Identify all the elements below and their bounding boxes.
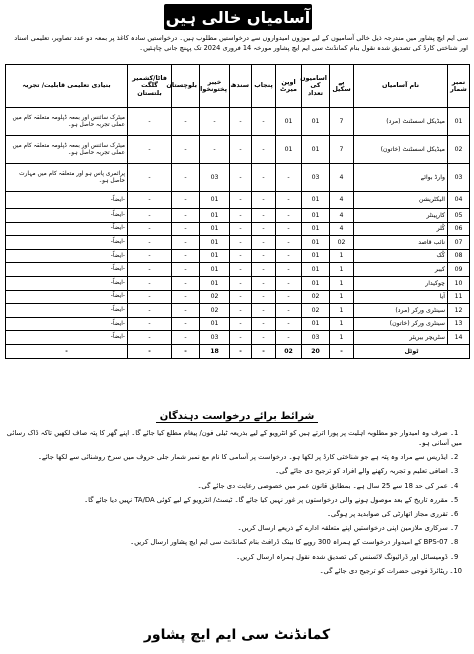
cell-post-name: الیکٹریشن bbox=[354, 192, 448, 209]
vacancies-banner: آسامیاں خالی ہیں bbox=[164, 4, 312, 30]
cell-serial: 13 bbox=[448, 317, 470, 331]
cell-kp: 02 bbox=[200, 290, 230, 304]
total-fata: - bbox=[128, 344, 172, 358]
cell-post-count: 01 bbox=[302, 222, 330, 236]
cell-post-count: 01 bbox=[302, 236, 330, 250]
table-row bbox=[6, 164, 470, 192]
cell-punjab: - bbox=[252, 108, 276, 136]
table-row bbox=[6, 331, 470, 345]
cell-punjab: - bbox=[252, 236, 276, 250]
cell-pay-scale: 02 bbox=[330, 236, 354, 250]
vacancies-table bbox=[5, 64, 470, 359]
total-scale: - bbox=[330, 344, 354, 358]
cell-post-count: 01 bbox=[302, 263, 330, 277]
cell-open-merit: - bbox=[276, 249, 302, 263]
cell-sindh: - bbox=[230, 317, 252, 331]
cell-open-merit: - bbox=[276, 236, 302, 250]
cell-serial: 08 bbox=[448, 249, 470, 263]
cell-punjab: - bbox=[252, 136, 276, 164]
cell-balochistan: - bbox=[172, 236, 200, 250]
condition-item bbox=[6, 509, 462, 519]
cell-qualification: -ایضاً- bbox=[6, 263, 128, 277]
cell-serial: 05 bbox=[448, 209, 470, 223]
conditions-title: شرائط برائے درخواست دہندگان bbox=[0, 411, 474, 422]
table-row bbox=[6, 263, 470, 277]
cell-pay-scale: 4 bbox=[330, 222, 354, 236]
cell-post-count: 01 bbox=[302, 108, 330, 136]
cell-balochistan: - bbox=[172, 136, 200, 164]
cell-balochistan: - bbox=[172, 108, 200, 136]
total-sindh: - bbox=[230, 344, 252, 358]
cell-sindh: - bbox=[230, 222, 252, 236]
cell-kp: 01 bbox=[200, 317, 230, 331]
table-row bbox=[6, 209, 470, 223]
cell-pay-scale: 1 bbox=[330, 317, 354, 331]
cell-qualification: -ایضاً- bbox=[6, 192, 128, 209]
cell-fata-kashmir: - bbox=[128, 304, 172, 318]
cell-balochistan: - bbox=[172, 209, 200, 223]
cell-balochistan: - bbox=[172, 192, 200, 209]
header-kp: خیبر پختونخوا bbox=[200, 65, 230, 108]
cell-balochistan: - bbox=[172, 276, 200, 290]
cell-fata-kashmir: - bbox=[128, 222, 172, 236]
cell-open-merit: - bbox=[276, 263, 302, 277]
header-serial: نمبر شمار bbox=[448, 65, 470, 108]
cell-punjab: - bbox=[252, 192, 276, 209]
total-bal: - bbox=[172, 344, 200, 358]
table-row bbox=[6, 222, 470, 236]
cell-sindh: - bbox=[230, 331, 252, 345]
cell-serial: 04 bbox=[448, 192, 470, 209]
cell-post-name: سینٹری ورکر (خاتون) bbox=[354, 317, 448, 331]
table-row bbox=[6, 136, 470, 164]
cell-post-name: کُلر bbox=[354, 222, 448, 236]
cell-balochistan: - bbox=[172, 317, 200, 331]
cell-punjab: - bbox=[252, 222, 276, 236]
cell-post-count: 01 bbox=[302, 249, 330, 263]
table-row bbox=[6, 290, 470, 304]
cell-open-merit: - bbox=[276, 317, 302, 331]
cell-sindh: - bbox=[230, 236, 252, 250]
cell-pay-scale: 7 bbox=[330, 136, 354, 164]
condition-number: 3۔ bbox=[450, 467, 459, 476]
conditions-list bbox=[6, 428, 462, 580]
cell-kp: 01 bbox=[200, 263, 230, 277]
commandant-signature: کمانڈنٹ سی ایم ایچ پشاور bbox=[143, 627, 331, 643]
cell-pay-scale: 4 bbox=[330, 192, 354, 209]
cell-fata-kashmir: - bbox=[128, 236, 172, 250]
cell-serial: 01 bbox=[448, 108, 470, 136]
table-row bbox=[6, 276, 470, 290]
cell-fata-kashmir: - bbox=[128, 192, 172, 209]
cell-pay-scale: 1 bbox=[330, 290, 354, 304]
cell-kp: - bbox=[200, 108, 230, 136]
total-punjab: - bbox=[252, 344, 276, 358]
condition-number: 8۔ bbox=[450, 538, 459, 547]
cell-post-name: نائب قاصد bbox=[354, 236, 448, 250]
cell-fata-kashmir: - bbox=[128, 164, 172, 192]
table-row bbox=[6, 192, 470, 209]
cell-kp: 01 bbox=[200, 222, 230, 236]
header-fata-kashmir: فاٹا/کشمیر گلگت بلتستان bbox=[128, 65, 172, 108]
cell-qualification: -ایضاً- bbox=[6, 317, 128, 331]
cell-fata-kashmir: - bbox=[128, 209, 172, 223]
table-total-row bbox=[6, 344, 470, 358]
cell-pay-scale: 1 bbox=[330, 249, 354, 263]
cell-kp: 03 bbox=[200, 331, 230, 345]
cell-balochistan: - bbox=[172, 164, 200, 192]
intro-paragraph: سی ایم ایچ پشاور میں مندرجہ ذیل خالی آسامیوں کے لیے موزوں امیدواروں سے درخواستیں مطلوب ہیں۔ درخواستیں سادہ کاغذ پر بمعہ دو عدد تصاویر، تعلیمی اسناد اور شناختی کارڈ کی تصدیق شدہ نقول بنام کمانڈنٹ سی ایم ایچ پشاور مورخہ 14 فروری 2024 تک پہنچ جانی چاہئیں۔ bbox=[14, 34, 468, 52]
cell-fata-kashmir: - bbox=[128, 276, 172, 290]
header-pay-scale: پے سکیل bbox=[330, 65, 354, 108]
cell-pay-scale: 1 bbox=[330, 263, 354, 277]
cell-post-count: 02 bbox=[302, 290, 330, 304]
cell-open-merit: - bbox=[276, 192, 302, 209]
cell-post-count: 01 bbox=[302, 136, 330, 164]
cell-kp: - bbox=[200, 136, 230, 164]
cell-sindh: - bbox=[230, 249, 252, 263]
condition-text: عمر کی حد 18 سے 25 سال ہے۔ بمطابق قانون عمر میں خصوصی رعایت دی جائے گی۔ bbox=[197, 481, 448, 490]
cell-fata-kashmir: - bbox=[128, 331, 172, 345]
total-label: ٹوٹل bbox=[354, 344, 470, 358]
cell-open-merit: 01 bbox=[276, 108, 302, 136]
cell-post-count: 01 bbox=[302, 209, 330, 223]
condition-item bbox=[6, 481, 462, 491]
cell-punjab: - bbox=[252, 331, 276, 345]
condition-item bbox=[6, 552, 462, 562]
cell-punjab: - bbox=[252, 276, 276, 290]
cell-qualification: -ایضاً- bbox=[6, 290, 128, 304]
cell-balochistan: - bbox=[172, 249, 200, 263]
cell-post-name: چوکیدار bbox=[354, 276, 448, 290]
cell-post-count: 01 bbox=[302, 317, 330, 331]
condition-number: 4۔ bbox=[450, 481, 459, 490]
condition-number: 1۔ bbox=[450, 429, 459, 437]
cell-pay-scale: 4 bbox=[330, 209, 354, 223]
cell-balochistan: - bbox=[172, 331, 200, 345]
header-sindh: سندھ bbox=[230, 65, 252, 108]
cell-kp: 02 bbox=[200, 304, 230, 318]
header-open-merit: اوپن میرٹ bbox=[276, 65, 302, 108]
cell-sindh: - bbox=[230, 304, 252, 318]
cell-qualification: -ایضاً- bbox=[6, 222, 128, 236]
cell-serial: 11 bbox=[448, 290, 470, 304]
cell-qualification: میٹرک سائنس اور بمعہ ڈپلومہ متعلقہ کام میں عملی تجربہ حاصل ہو۔ bbox=[6, 108, 128, 136]
cell-pay-scale: 1 bbox=[330, 331, 354, 345]
cell-kp: 01 bbox=[200, 236, 230, 250]
condition-number: 2۔ bbox=[450, 453, 459, 462]
condition-number: 6۔ bbox=[450, 509, 459, 518]
cell-punjab: - bbox=[252, 263, 276, 277]
total-open: 02 bbox=[276, 344, 302, 358]
cell-post-name: سینٹری ورکر (مرد) bbox=[354, 304, 448, 318]
cell-punjab: - bbox=[252, 209, 276, 223]
table-row bbox=[6, 304, 470, 318]
condition-text: مقررہ تاریخ کے بعد موصول ہونے والی درخواستوں پر غور نہیں کیا جائے گا۔ ٹیسٹ/ انٹرویو کے لیے کوئی TA/DA نہیں دیا جائے گا۔ bbox=[84, 495, 448, 504]
cell-open-merit: - bbox=[276, 164, 302, 192]
condition-number: 10۔ bbox=[449, 566, 462, 575]
cell-post-count: 03 bbox=[302, 164, 330, 192]
cell-qualification: -ایضاً- bbox=[6, 331, 128, 345]
cell-fata-kashmir: - bbox=[128, 249, 172, 263]
condition-item bbox=[6, 566, 462, 576]
condition-number: 7۔ bbox=[450, 524, 459, 533]
table-row bbox=[6, 249, 470, 263]
cell-serial: 07 bbox=[448, 236, 470, 250]
cell-open-merit: - bbox=[276, 276, 302, 290]
cell-serial: 09 bbox=[448, 263, 470, 277]
header-balochistan: بلوچستان bbox=[172, 65, 200, 108]
cell-fata-kashmir: - bbox=[128, 136, 172, 164]
condition-number: 9۔ bbox=[450, 552, 459, 561]
cell-punjab: - bbox=[252, 290, 276, 304]
cell-open-merit: - bbox=[276, 331, 302, 345]
cell-pay-scale: 1 bbox=[330, 276, 354, 290]
cell-serial: 14 bbox=[448, 331, 470, 345]
cell-qualification: میٹرک سائنس اور بمعہ ڈپلومہ متعلقہ کام میں عملی تجربہ حاصل ہو۔ bbox=[6, 136, 128, 164]
cell-balochistan: - bbox=[172, 304, 200, 318]
total-count: 20 bbox=[302, 344, 330, 358]
cell-fata-kashmir: - bbox=[128, 317, 172, 331]
condition-text: تقرری مجاز اتھارٹی کی صوابدید پر ہوگی۔ bbox=[326, 509, 448, 518]
cell-fata-kashmir: - bbox=[128, 263, 172, 277]
condition-item bbox=[6, 523, 462, 533]
condition-text: ایڈریس سے مراد وہ پتہ ہے جو شناختی کارڈ پر لکھا ہو۔ درخواست پر آسامی کا نام مع نمبر شمار جلی حروف میں سرخ روشنائی سے لکھا جائے۔ bbox=[37, 453, 448, 462]
condition-text: ریٹائرڈ فوجی حضرات کو ترجیح دی جائے گی۔ bbox=[319, 566, 448, 575]
cell-open-merit: - bbox=[276, 290, 302, 304]
cell-post-name: کیبر bbox=[354, 263, 448, 277]
cell-fata-kashmir: - bbox=[128, 290, 172, 304]
total-qual: - bbox=[6, 344, 128, 358]
cell-open-merit: - bbox=[276, 209, 302, 223]
condition-text: BPS-07 کے امیدوار درخواست کے ہمراہ 300 روپے کا بینک ڈرافٹ بنام کمانڈنٹ سی ایم ایچ پشاور ارسال کریں۔ bbox=[130, 538, 448, 547]
condition-text: سرکاری ملازمین اپنی درخواستیں اپنے متعلقہ ادارے کے ذریعے ارسال کریں۔ bbox=[237, 524, 448, 533]
cell-serial: 03 bbox=[448, 164, 470, 192]
table-header-row bbox=[6, 65, 470, 108]
condition-item bbox=[6, 466, 462, 476]
cell-open-merit: - bbox=[276, 304, 302, 318]
table-row bbox=[6, 108, 470, 136]
cell-qualification: -ایضاً- bbox=[6, 276, 128, 290]
cell-punjab: - bbox=[252, 249, 276, 263]
cell-post-name: میڈیکل اسسٹنٹ (خاتون) bbox=[354, 136, 448, 164]
cell-kp: 01 bbox=[200, 249, 230, 263]
condition-number: 5۔ bbox=[450, 495, 459, 504]
cell-post-name: وارڈ بوائے bbox=[354, 164, 448, 192]
table-row bbox=[6, 317, 470, 331]
cell-serial: 10 bbox=[448, 276, 470, 290]
header-post-count: اسامیوں کی تعداد bbox=[302, 65, 330, 108]
header-post-name: نام آسامیاں bbox=[354, 65, 448, 108]
table-row bbox=[6, 236, 470, 250]
condition-item bbox=[6, 495, 462, 505]
cell-balochistan: - bbox=[172, 222, 200, 236]
cell-serial: 12 bbox=[448, 304, 470, 318]
cell-sindh: - bbox=[230, 164, 252, 192]
cell-balochistan: - bbox=[172, 290, 200, 304]
condition-text: صرف وہ امیدوار جو مطلوبہ اہلیت پر پورا اترتے ہیں کو انٹرویو کے لیے بذریعہ ٹیلی فون/ پیغام مطلع کیا جائے گا۔ اپنے گھر کا پتہ صاف لکھیں تاکہ ڈاک رسائی میں آسانی ہو۔ bbox=[6, 429, 462, 447]
header-punjab: پنجاب bbox=[252, 65, 276, 108]
condition-item bbox=[6, 428, 462, 448]
cell-post-name: کُک bbox=[354, 249, 448, 263]
cell-pay-scale: 4 bbox=[330, 164, 354, 192]
cell-qualification: -ایضاً- bbox=[6, 304, 128, 318]
cell-pay-scale: 7 bbox=[330, 108, 354, 136]
cell-punjab: - bbox=[252, 304, 276, 318]
condition-text: ڈومیسائل اور ڈرائیونگ لائسنس کی تصدیق شدہ نقول ہمراہ ارسال کریں۔ bbox=[236, 552, 448, 561]
total-kp: 18 bbox=[200, 344, 230, 358]
cell-sindh: - bbox=[230, 209, 252, 223]
cell-open-merit: 01 bbox=[276, 136, 302, 164]
cell-post-name: سٹریچر بیریئر bbox=[354, 331, 448, 345]
cell-post-count: 02 bbox=[302, 304, 330, 318]
cell-qualification: پرائمری پاس ہو اور متعلقہ کام میں مہارت حاصل ہو۔ bbox=[6, 164, 128, 192]
cell-punjab: - bbox=[252, 164, 276, 192]
cell-sindh: - bbox=[230, 276, 252, 290]
cell-sindh: - bbox=[230, 108, 252, 136]
cell-serial: 06 bbox=[448, 222, 470, 236]
cell-sindh: - bbox=[230, 192, 252, 209]
cell-post-count: 01 bbox=[302, 192, 330, 209]
cell-kp: 01 bbox=[200, 276, 230, 290]
header-qualification: بنیادی تعلیمی قابلیت/ تجربہ bbox=[6, 65, 128, 108]
condition-item bbox=[6, 537, 462, 547]
cell-open-merit: - bbox=[276, 222, 302, 236]
cell-post-count: 03 bbox=[302, 331, 330, 345]
cell-balochistan: - bbox=[172, 263, 200, 277]
cell-post-count: 01 bbox=[302, 276, 330, 290]
cell-post-name: آیا bbox=[354, 290, 448, 304]
cell-sindh: - bbox=[230, 136, 252, 164]
cell-fata-kashmir: - bbox=[128, 108, 172, 136]
cell-kp: 01 bbox=[200, 209, 230, 223]
condition-item bbox=[6, 452, 462, 462]
condition-text: اضافی تعلیم و تجربہ رکھنے والے افراد کو ترجیح دی جائے گی۔ bbox=[275, 467, 448, 476]
cell-post-name: میڈیکل اسسٹنٹ (مرد) bbox=[354, 108, 448, 136]
cell-kp: 01 bbox=[200, 192, 230, 209]
cell-qualification: -ایضاً- bbox=[6, 209, 128, 223]
cell-pay-scale: 1 bbox=[330, 304, 354, 318]
cell-qualification: -ایضاً- bbox=[6, 249, 128, 263]
cell-sindh: - bbox=[230, 290, 252, 304]
cell-kp: 03 bbox=[200, 164, 230, 192]
cell-qualification: -ایضاً- bbox=[6, 236, 128, 250]
cell-punjab: - bbox=[252, 317, 276, 331]
cell-sindh: - bbox=[230, 263, 252, 277]
cell-post-name: کارپینٹر bbox=[354, 209, 448, 223]
cell-serial: 02 bbox=[448, 136, 470, 164]
